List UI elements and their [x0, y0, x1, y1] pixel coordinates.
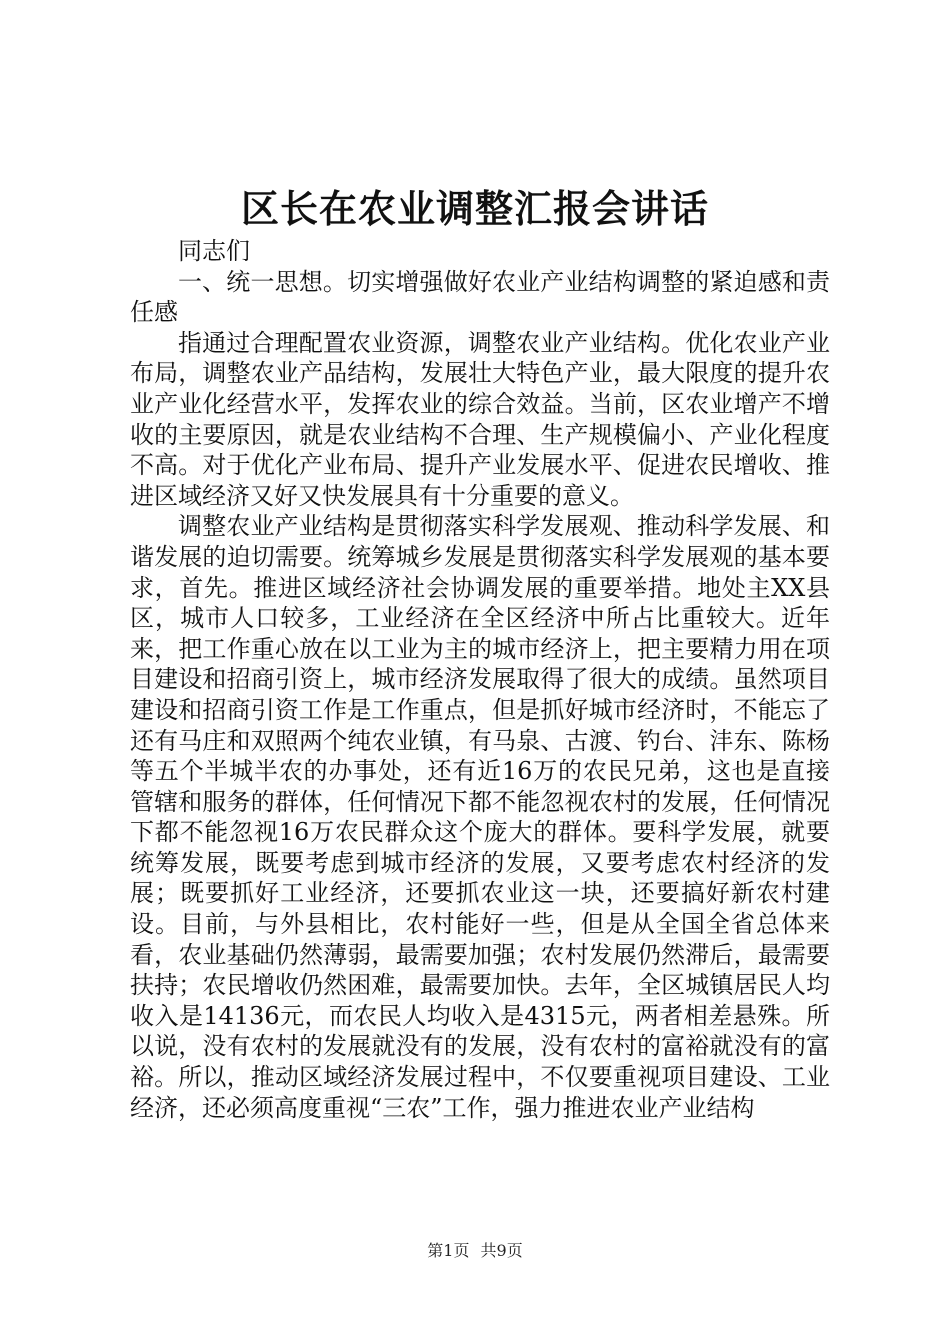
paragraph: 调整农业产业结构是贯彻落实科学发展观、推动科学发展、和谐发展的迫切需要。统筹城乡发展是贯彻落实科学发展观的基本要求，首先。推进区域经济社会协调发展的重要举措。地处主XX县区，城市人口较多，工业经济在全区经济中所占比重较大。近年来，把工作重心放在以工业为主的城市经济上，把主要精力用在项目建设和招商引资上，城市经济发展取得了很大的成绩。虽然项目建设和招商引资工作是工作重点，但是抓好城市经济时，不能忘了还有马庄和双照两个纯农业镇，有马泉、古渡、钓台、沣东、陈杨等五个半城半农的办事处，还有近16万的农民兄弟，这也是直接管辖和服务的群体，任何情况下都不能忽视农村的发展，任何情况下都不能忽视16万农民群众这个庞大的群体。要科学发展，就要统筹发展，既要考虑到城市经济的发展，又要考虑农村经济的发展；既要抓好工业经济，还要抓农业这一块，还要搞好新农村建设。目前，与外县相比，农村能好一些，但是从全国全省总体来看，农业基础仍然薄弱，最需要加强；农村发展仍然滞后，最需要扶持；农民增收仍然困难，最需要加快。去年，全区城镇居民人均收入是14136元，而农民人均收入是4315元，两者相差悬殊。所以说，没有农村的发展就没有的发展，没有农村的富裕就没有的富裕。所以，推动区域经济发展过程中，不仅要重视项目建设、工业经济，还必须高度重视“三农”工作，强力推进农业产业结构 [130, 512, 830, 1122]
page-footer [0, 1240, 950, 1262]
paragraph-section-heading: 一、统一思想。切实增强做好农业产业结构调整的紧迫感和责任感 [130, 267, 830, 327]
paragraph-salutation: 同志们 [178, 237, 250, 265]
paragraph: 指通过合理配置农业资源，调整农业产业结构。优化农业产业布局，调整农业产品结构，发展壮大特色产业，最大限度的提升农业产业化经营水平，发挥农业的综合效益。当前，区农业增产不增收的主要原因，就是农业结构不合理、生产规模偏小、产业化程度不高。对于优化产业布局、提升产业发展水平、促进农民增收、推进区域经济又好又快发展具有十分重要的意义。 [130, 328, 830, 510]
page-total: 共9页 [480, 1241, 523, 1260]
document-title: 区长在农业调整汇报会讲话 [240, 186, 709, 231]
page-number: 第1页 [427, 1241, 470, 1260]
document-body [130, 236, 830, 1123]
